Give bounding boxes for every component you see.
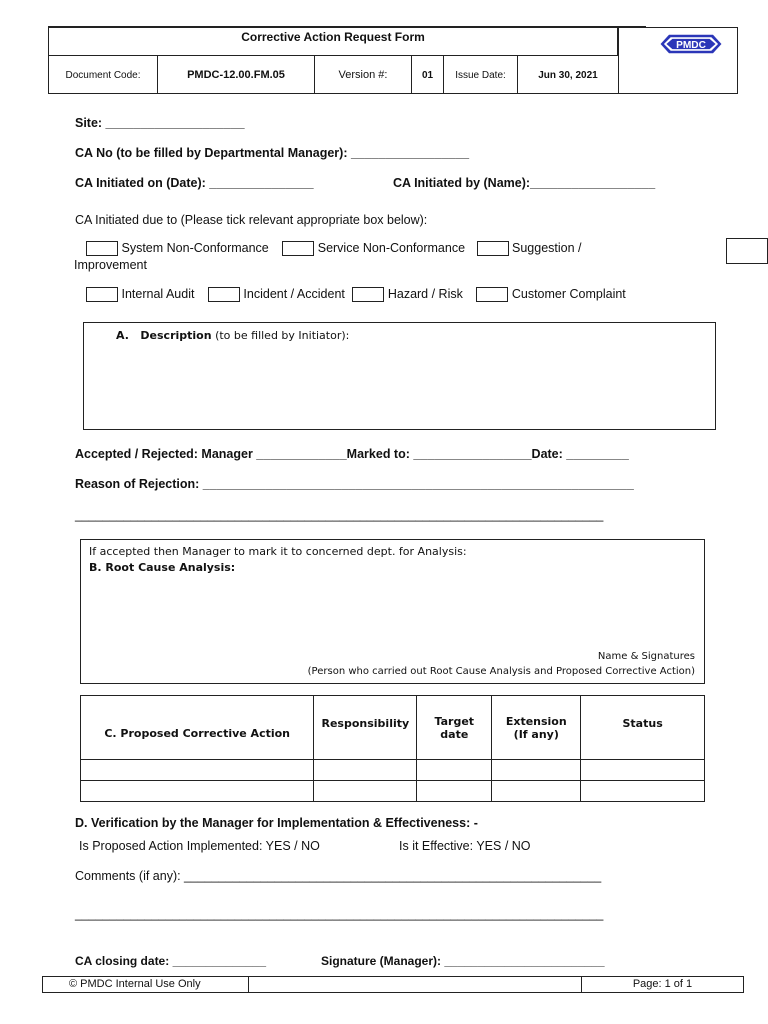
ca-initiated-by-field[interactable]: CA Initiated by (Name):__________________ [393,176,656,190]
table-row [81,760,705,781]
table-cell[interactable] [492,760,581,781]
table-cell[interactable] [417,781,492,802]
table-cell[interactable] [492,781,581,802]
table-cell[interactable] [581,781,705,802]
label-service-nonconformance: Service Non-Conformance [317,241,466,255]
table-cell[interactable] [314,781,417,802]
checkbox-internal-audit[interactable] [86,287,118,302]
initiated-due-to-text: CA Initiated due to (Please tick relevant appropriate box below): [75,213,428,227]
header-target-date: Target date [417,696,492,760]
page-footer [42,976,744,993]
ca-closing-date-field[interactable]: CA closing date: ______________ [75,954,266,968]
table-cell[interactable] [81,781,314,802]
label-hazard-risk: Hazard / Risk [387,287,463,301]
footer-page-number: Page: 1 of 1 [581,977,743,992]
comments-blank-line[interactable]: ____________________________________________________________________________ [75,907,604,921]
checkbox-suggestion[interactable] [477,241,509,256]
label-improvement: Improvement [74,258,147,272]
table-cell[interactable] [581,760,705,781]
checkbox-service-nonconformance[interactable] [282,241,314,256]
site-field[interactable]: Site: ____________________ [75,116,245,130]
description-heading [116,329,349,342]
root-cause-title: B. Root Cause Analysis: [89,561,236,574]
header-status: Status [581,696,705,760]
issue-date-value: Jun 30, 2021 [538,69,598,81]
checkbox-hazard-risk[interactable] [352,287,384,302]
label-suggestion: Suggestion / [512,241,582,255]
form-title: Corrective Action Request Form [49,28,618,56]
ca-initiated-on-field[interactable]: CA Initiated on (Date): _______________ [75,176,314,190]
accepted-rejected-line[interactable]: Accepted / Rejected: Manager _____________Marked to: _________________Date: _________ [75,447,629,461]
table-cell[interactable] [417,760,492,781]
checkbox-incident-accident[interactable] [208,287,240,302]
header-info-row [49,56,618,94]
verification-title: D. Verification by the Manager for Implementation & Effectiveness: - [75,816,478,830]
document-header [48,27,738,94]
comments-field[interactable]: Comments (if any): ____________________________________________________________ [75,869,602,883]
checkbox-row-1 [86,241,582,256]
corrective-action-table [80,695,705,802]
issue-date-label: Issue Date: [444,56,518,94]
root-cause-intro: If accepted then Manager to mark it to concerned dept. for Analysis: [89,545,467,558]
label-customer-complaint: Customer Complaint [511,287,626,301]
section-a-label: A. [116,329,129,342]
rejection-blank-line[interactable]: ____________________________________________________________________________ [75,508,604,522]
section-a-note: (to be filled by Initiator): [215,329,350,342]
reason-of-rejection-line[interactable]: Reason of Rejection: ______________________________________________________________ [75,477,634,491]
logo-cell [618,28,738,94]
section-a-title: Description [140,329,212,342]
manager-signature-field[interactable]: Signature (Manager): ________________________ [321,954,605,968]
checkbox-customer-complaint[interactable] [476,287,508,302]
header-proposed-action: C. Proposed Corrective Action [81,696,314,760]
checkbox-row-2 [86,287,626,302]
label-incident-accident: Incident / Accident [243,287,345,301]
pmdc-logo [655,33,727,55]
version-label: Version #: [315,56,412,94]
header-extension: Extension (If any) [492,696,581,760]
header-responsibility: Responsibility [314,696,417,760]
checkbox-system-nonconformance[interactable] [86,241,118,256]
table-cell[interactable] [314,760,417,781]
side-box [726,238,768,264]
root-cause-box[interactable] [80,539,705,684]
logo-text: PMDC [676,39,706,51]
table-cell[interactable] [81,760,314,781]
label-internal-audit: Internal Audit [121,287,195,301]
name-signatures-note: (Person who carried out Root Cause Analysis and Proposed Corrective Action) [307,666,695,677]
footer-internal-use: © PMDC Internal Use Only [43,977,249,992]
description-box[interactable] [83,322,716,430]
effective-question[interactable]: Is it Effective: YES / NO [399,839,531,853]
doc-code-label: Document Code: [49,56,158,94]
version-value: 01 [412,56,444,94]
label-system-nonconformance: System Non-Conformance [121,241,269,255]
name-signatures-label: Name & Signatures [597,651,695,662]
table-header-row [81,696,705,760]
implemented-question[interactable]: Is Proposed Action Implemented: YES / NO [79,839,320,853]
table-row [81,781,705,802]
ca-no-field[interactable]: CA No (to be filled by Departmental Manager): _________________ [75,146,470,160]
doc-code-value: PMDC-12.00.FM.05 [158,56,315,94]
